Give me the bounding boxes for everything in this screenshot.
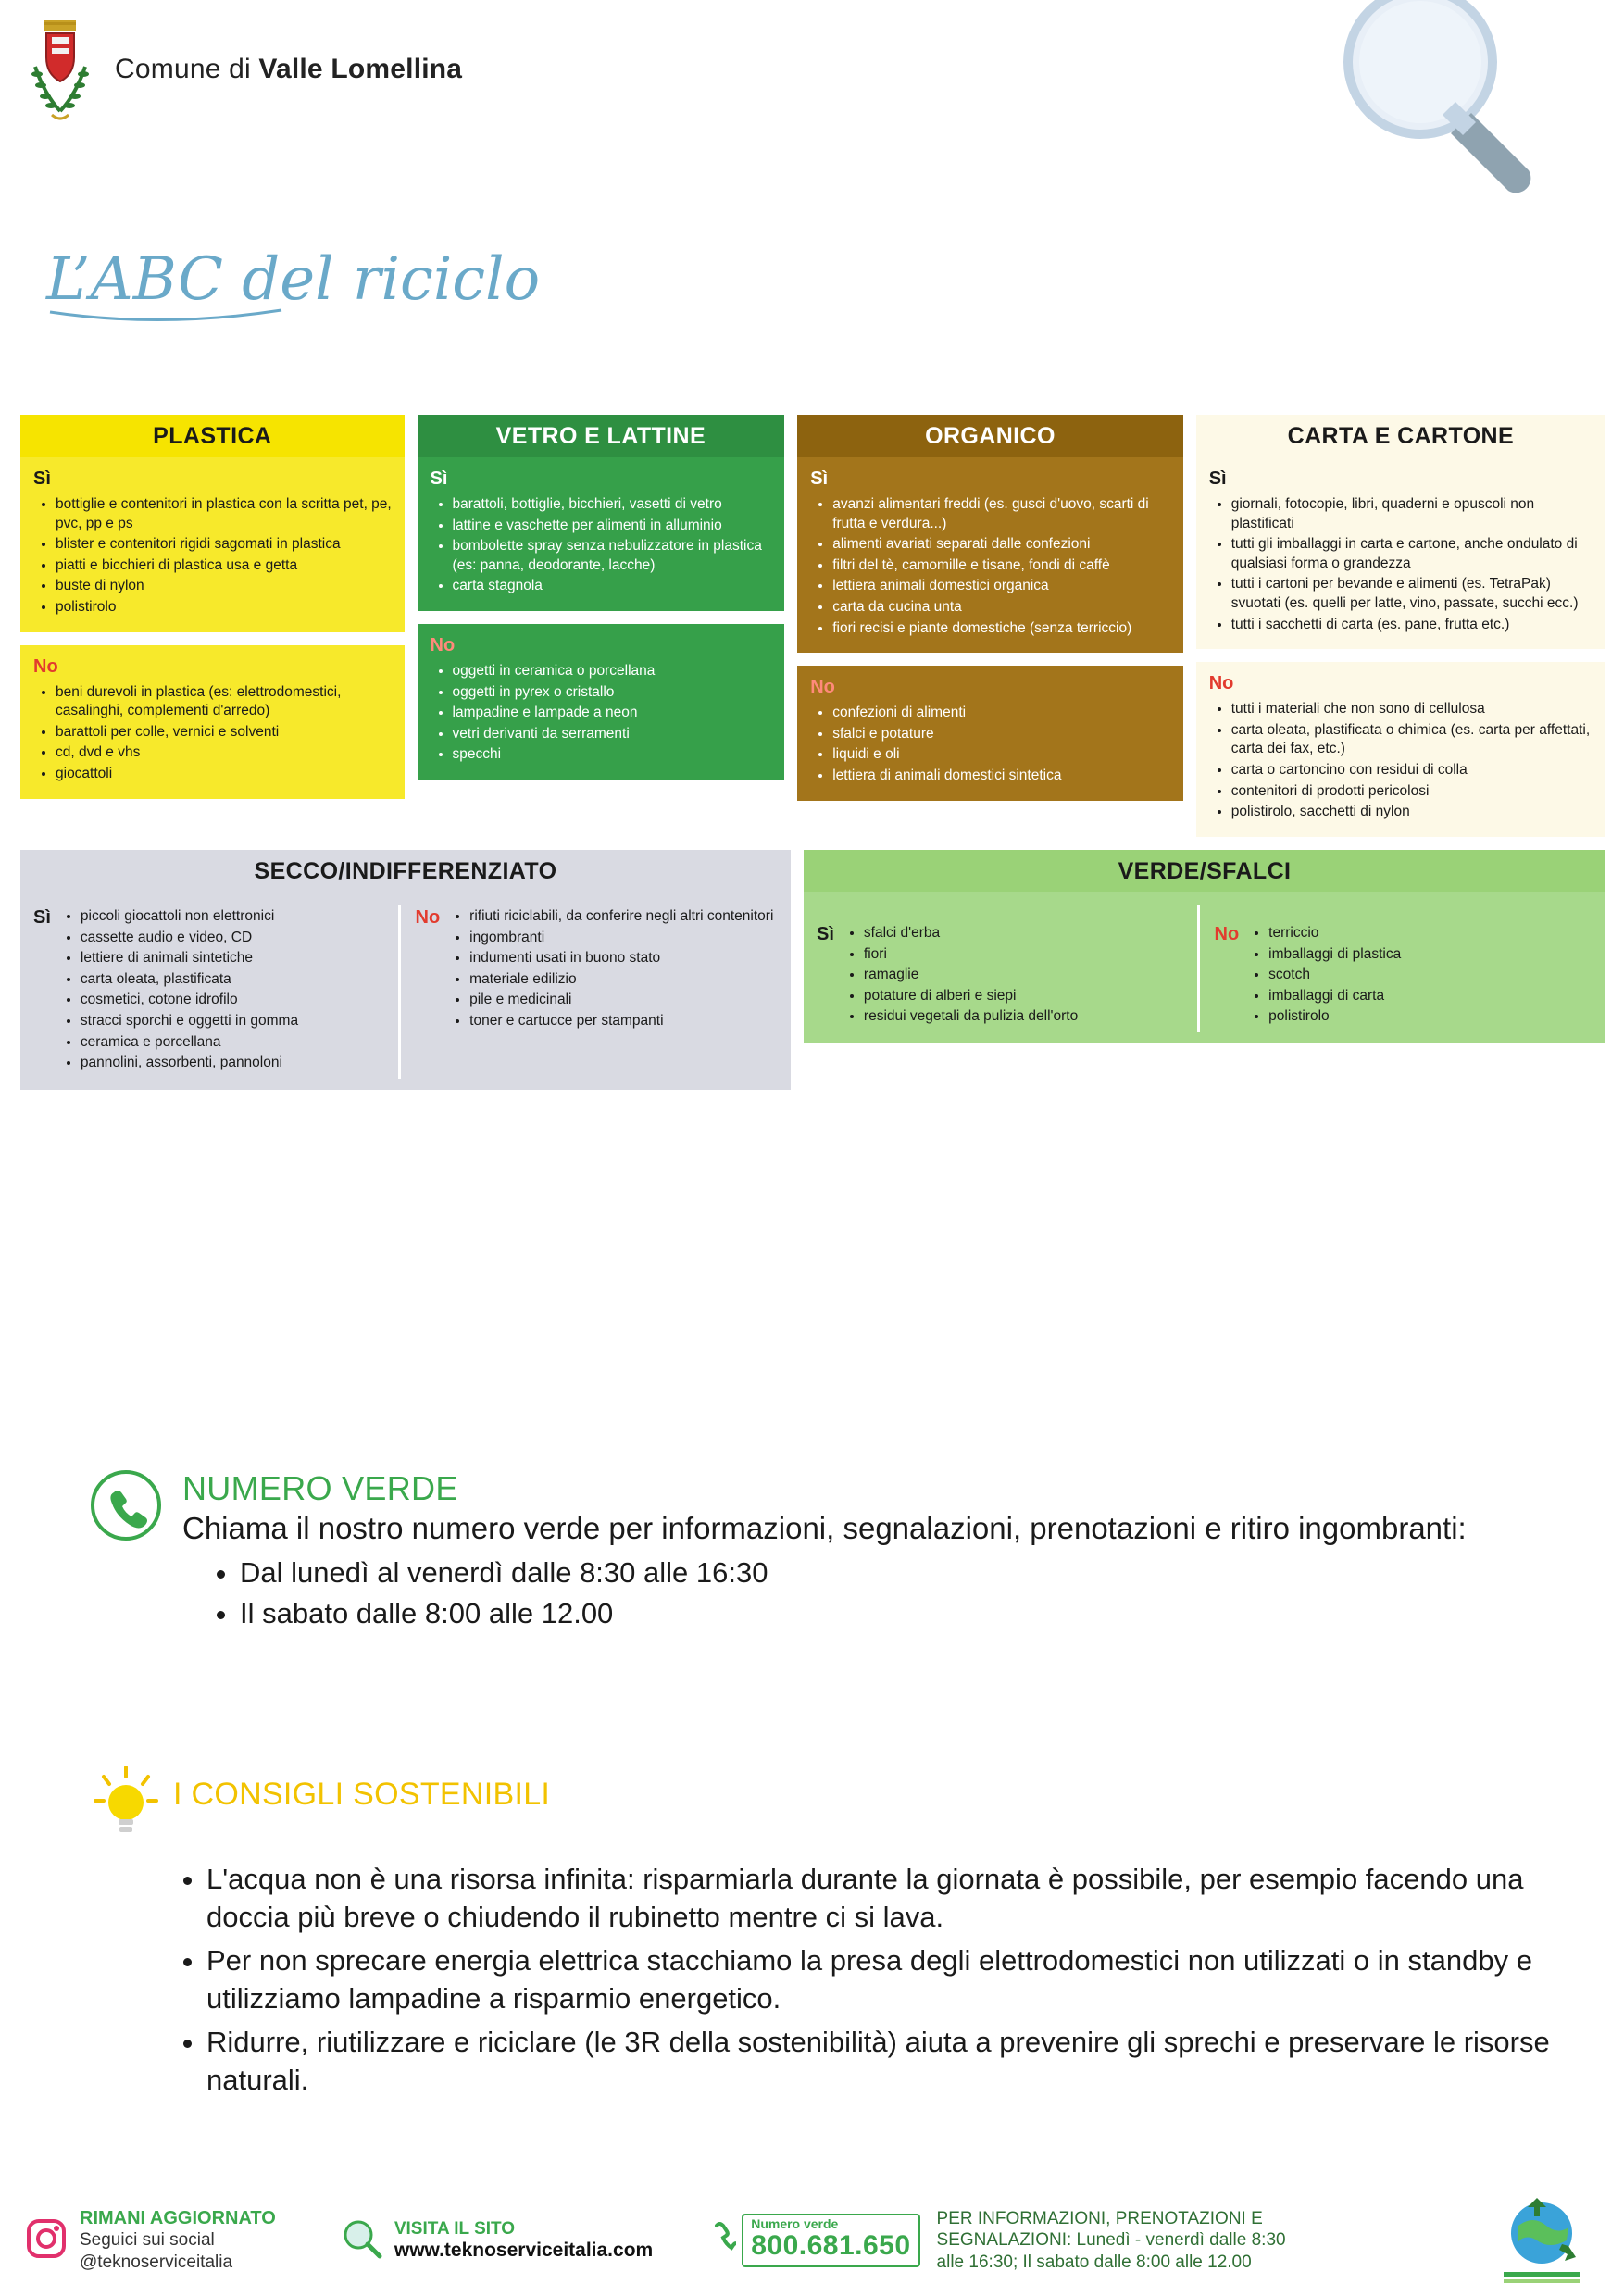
list-item: • piccoli giocattoli non elettronici xyxy=(81,907,298,927)
list-item: • cd, dvd e vhs xyxy=(56,743,394,763)
list-item: • lettiere di animali sintetiche xyxy=(81,949,298,968)
list-item: • pile e medicinali xyxy=(469,991,773,1010)
yes-list xyxy=(1207,495,1594,634)
list-item: • polistirolo xyxy=(56,598,394,618)
category-card-verde-sfalci xyxy=(804,850,1605,1043)
category-card-plastica xyxy=(20,415,405,799)
list-item: • stracci sporchi e oggetti in gomma xyxy=(81,1012,298,1031)
list-item: • imballaggi di plastica xyxy=(1268,945,1401,965)
category-no-secco xyxy=(401,905,781,1079)
no-label: No xyxy=(1214,923,1240,944)
magnifier-icon xyxy=(341,2217,383,2265)
yes-label: Sì xyxy=(33,468,51,489)
yes-label: Sì xyxy=(1208,468,1227,489)
list-item: • polistirolo xyxy=(1268,1007,1401,1027)
footer-visita-label: VISITA IL SITO xyxy=(394,2219,516,2239)
comune-prefix: Comune di xyxy=(115,54,259,84)
category-lists-secco xyxy=(20,892,791,1090)
comune-title xyxy=(115,54,462,85)
footer-social-handle: @teknoserviceitalia xyxy=(80,2252,233,2272)
instagram-icon[interactable] xyxy=(26,2218,67,2264)
categories-row-2 xyxy=(20,850,1605,1090)
category-card-secco-indifferenziato xyxy=(20,850,791,1090)
yes-list xyxy=(31,495,394,618)
list-item: • avanzi alimentari freddi (es. gusci d'uovo, scarti di frutta e verdura...) xyxy=(832,495,1172,533)
recycling-globe-logo xyxy=(1491,2192,1593,2289)
yes-label: Sì xyxy=(33,906,51,928)
list-item: • blister e contenitori rigidi sagomati in plastica xyxy=(56,535,394,555)
category-no-verde xyxy=(1200,905,1595,1032)
list-item: • specchi xyxy=(453,745,774,765)
category-title-secco: SECCO/INDIFFERENZIATO xyxy=(20,850,791,892)
list-item: • confezioni di alimenti xyxy=(832,704,1172,723)
yes-list xyxy=(808,495,1172,638)
list-item: • contenitori di prodotti pericolosi xyxy=(1231,782,1594,802)
no-list xyxy=(1207,700,1594,822)
list-item: • bottiglie e contenitori in plastica con la scritta pet, pe, pvc, pp e ps xyxy=(56,495,394,533)
list-item: • lettiera animali domestici organica xyxy=(832,577,1172,596)
list-item: • sfalci d'erba xyxy=(864,924,1078,943)
magnifier-icon xyxy=(1281,0,1568,196)
footer-website-block[interactable] xyxy=(341,2217,653,2265)
list-item: • tutti i cartoni per bevande e alimenti (es. TetraPak) svuotati (es. quelli per latte, vino, passate, succhi ecc.) xyxy=(1231,575,1594,613)
list-item: • ingombranti xyxy=(469,929,773,948)
categories-row-1 xyxy=(20,415,1605,837)
footer-green-number-block xyxy=(712,2214,919,2267)
footer-info-line3: alle 16:30; Il sabato dalle 8:00 alle 12.00 xyxy=(936,2252,1252,2272)
page-footer xyxy=(0,2185,1624,2296)
list-item: • imballaggi di carta xyxy=(1268,987,1401,1006)
list-item: • alimenti avariati separati dalle confezioni xyxy=(832,535,1172,555)
list-item: • piatti e bicchieri di plastica usa e getta xyxy=(56,556,394,576)
consigli-sostenibili-section xyxy=(88,1764,1588,2104)
list-item: • oggetti in ceramica o porcellana xyxy=(453,662,774,681)
category-yes-secco xyxy=(31,905,401,1079)
phone-icon xyxy=(88,1467,173,1548)
list-item: • terriccio xyxy=(1268,924,1401,943)
no-list xyxy=(1244,924,1401,1029)
divider xyxy=(20,632,405,645)
page-title xyxy=(37,227,870,329)
yes-label: Sì xyxy=(817,923,834,944)
category-no-vetro xyxy=(418,624,785,780)
category-title-carta: CARTA E CARTONE xyxy=(1196,415,1605,457)
list-item: • Il sabato dalle 8:00 alle 12.00 xyxy=(240,1594,1569,1633)
list-item: • oggetti in pyrex o cristallo xyxy=(453,683,774,703)
yes-label: Sì xyxy=(810,468,829,489)
list-item: • carta oleata, plastificata o chimica (es. carta per affettati, carta dei fax, etc.) xyxy=(1231,721,1594,759)
category-no-organico xyxy=(797,666,1183,800)
consigli-title: I CONSIGLI SOSTENIBILI xyxy=(173,1777,551,1812)
list-item: • cosmetici, cotone idrofilo xyxy=(81,991,298,1010)
list-item: • toner e cartucce per stampanti xyxy=(469,1012,773,1031)
yes-list xyxy=(56,907,298,1075)
list-item: • Ridurre, riutilizzare e riciclare (le 3R della sostenibilità) aiuta a prevenire gli sprechi e preservare le risorse naturali. xyxy=(206,2024,1588,2100)
category-title-vetro: VETRO E LATTINE xyxy=(418,415,785,457)
page-title-text: L’ABC del riciclo xyxy=(46,245,541,314)
green-number-value: 800.681.650 xyxy=(751,2230,911,2261)
divider xyxy=(797,653,1183,666)
list-item: • indumenti usati in buono stato xyxy=(469,949,773,968)
lightbulb-icon xyxy=(88,1764,173,1853)
list-item: • lampadine e lampade a neon xyxy=(453,704,774,723)
list-item: • polistirolo, sacchetti di nylon xyxy=(1231,803,1594,822)
category-yes-organico xyxy=(797,457,1183,653)
list-item: • fiori recisi e piante domestiche (senza terriccio) xyxy=(832,619,1172,639)
no-list xyxy=(445,907,773,1075)
yes-list xyxy=(840,924,1078,1029)
category-title-plastica: PLASTICA xyxy=(20,415,405,457)
footer-social-line1: Seguici sui social xyxy=(80,2229,215,2250)
list-item: • carta o cartoncino con residui di colla xyxy=(1231,761,1594,780)
list-item: • ramaglie xyxy=(864,966,1078,985)
list-item: • potature di alberi e siepi xyxy=(864,987,1078,1006)
no-list xyxy=(31,683,394,784)
list-item: • carta da cucina unta xyxy=(832,598,1172,618)
waste-categories-grid xyxy=(20,415,1605,1090)
list-item: • barattoli, bottiglie, bicchieri, vasetti di vetro xyxy=(453,495,774,515)
list-item: • Dal lunedì al venerdì dalle 8:30 alle 16:30 xyxy=(240,1554,1569,1592)
numero-verde-hours-list xyxy=(182,1554,1569,1633)
list-item: • lettiera di animali domestici sintetica xyxy=(832,767,1172,786)
list-item: • cassette audio e video, CD xyxy=(81,929,298,948)
footer-social-block xyxy=(26,2208,276,2274)
list-item: • tutti i materiali che non sono di cellulosa xyxy=(1231,700,1594,719)
no-label: No xyxy=(33,655,58,677)
list-item: • scotch xyxy=(1268,966,1401,985)
category-card-carta-cartone xyxy=(1196,415,1605,837)
list-item: • tutti gli imballaggi in carta e cartone, anche ondulato di qualsiasi forma o grandezza xyxy=(1231,535,1594,573)
no-list xyxy=(429,662,774,765)
numero-verde-subtitle: Chiama il nostro numero verde per informazioni, segnalazioni, prenotazioni e ritiro ingombranti: xyxy=(182,1511,1467,1545)
list-item: • carta oleata, plastificata xyxy=(81,970,298,990)
green-number-box xyxy=(742,2214,919,2267)
comune-name: Valle Lomellina xyxy=(258,54,463,84)
list-item: • fiori xyxy=(864,945,1078,965)
list-item: • filtri del tè, camomille e tisane, fondi di caffè xyxy=(832,556,1172,576)
no-label: No xyxy=(430,635,456,656)
category-card-vetro-lattine xyxy=(418,415,785,780)
category-yes-verde xyxy=(815,905,1200,1032)
list-item: • residui vegetali da pulizia dell'orto xyxy=(864,1007,1078,1027)
list-item: • barattoli per colle, vernici e solventi xyxy=(56,723,394,742)
list-item: • sfalci e potature xyxy=(832,725,1172,744)
list-item: • giornali, fotocopie, libri, quaderni e opuscoli non plastificati xyxy=(1231,495,1594,533)
divider xyxy=(418,611,785,624)
list-item: • giocattoli xyxy=(56,765,394,784)
list-item: • pannolini, assorbenti, pannoloni xyxy=(81,1054,298,1073)
footer-info-block xyxy=(937,2208,1286,2273)
category-title-verde: VERDE/SFALCI xyxy=(804,850,1605,892)
list-item: • beni durevoli in plastica (es: elettrodomestici, casalinghi, complementi d'arredo) xyxy=(56,683,394,721)
list-item: • Per non sprecare energia elettrica stacchiamo la presa degli elettrodomestici non utilizzati o in standby e utilizziamo lampadine a risparmio energetico. xyxy=(206,1942,1588,2018)
list-item: • tutti i sacchetti di carta (es. pane, frutta etc.) xyxy=(1231,616,1594,635)
no-label: No xyxy=(415,906,441,928)
no-label: No xyxy=(1208,673,1234,694)
page-header xyxy=(0,0,1624,167)
category-yes-plastica xyxy=(20,457,405,632)
coat-of-arms-icon xyxy=(24,17,96,146)
category-title-organico: ORGANICO xyxy=(797,415,1183,457)
numero-verde-title: NUMERO VERDE xyxy=(182,1469,458,1507)
yes-label: Sì xyxy=(430,468,448,489)
divider xyxy=(1196,649,1605,662)
numero-verde-section xyxy=(88,1467,1569,1635)
category-yes-vetro xyxy=(418,457,785,611)
list-item: • liquidi e oli xyxy=(832,745,1172,765)
category-card-organico xyxy=(797,415,1183,801)
consigli-list xyxy=(88,1861,1588,2099)
footer-website-url[interactable]: www.teknoserviceitalia.com xyxy=(394,2240,654,2261)
yes-list xyxy=(429,495,774,596)
category-no-plastica xyxy=(20,645,405,799)
category-lists-verde xyxy=(804,892,1605,1043)
green-number-label: Numero verde xyxy=(751,2216,839,2231)
phone-handset-icon xyxy=(712,2220,736,2262)
list-item: • materiale edilizio xyxy=(469,970,773,990)
list-item: • lattine e vaschette per alimenti in alluminio xyxy=(453,517,774,536)
list-item: • carta stagnola xyxy=(453,577,774,596)
list-item: • L'acqua non è una risorsa infinita: risparmiarla durante la giornata è possibile, per esempio facendo una doccia più breve o chiudendo il rubinetto mentre ci si lava. xyxy=(206,1861,1588,1937)
category-yes-carta xyxy=(1196,457,1605,649)
list-item: • ceramica e porcellana xyxy=(81,1033,298,1053)
list-item: • vetri derivanti da serramenti xyxy=(453,725,774,744)
footer-info-line2: SEGNALAZIONI: Lunedì - venerdì dalle 8:30 xyxy=(936,2230,1286,2251)
no-label: No xyxy=(810,677,835,698)
no-list xyxy=(808,704,1172,785)
list-item: • bombolette spray senza nebulizzatore in plastica (es: panna, deodorante, lacche) xyxy=(453,537,774,575)
category-no-carta xyxy=(1196,662,1605,837)
footer-info-line1: PER INFORMAZIONI, PRENOTAZIONI E xyxy=(936,2209,1263,2229)
list-item: • buste di nylon xyxy=(56,577,394,596)
list-item: • rifiuti riciclabili, da conferire negli altri contenitori xyxy=(469,907,773,927)
footer-social-title: RIMANI AGGIORNATO xyxy=(80,2207,276,2228)
